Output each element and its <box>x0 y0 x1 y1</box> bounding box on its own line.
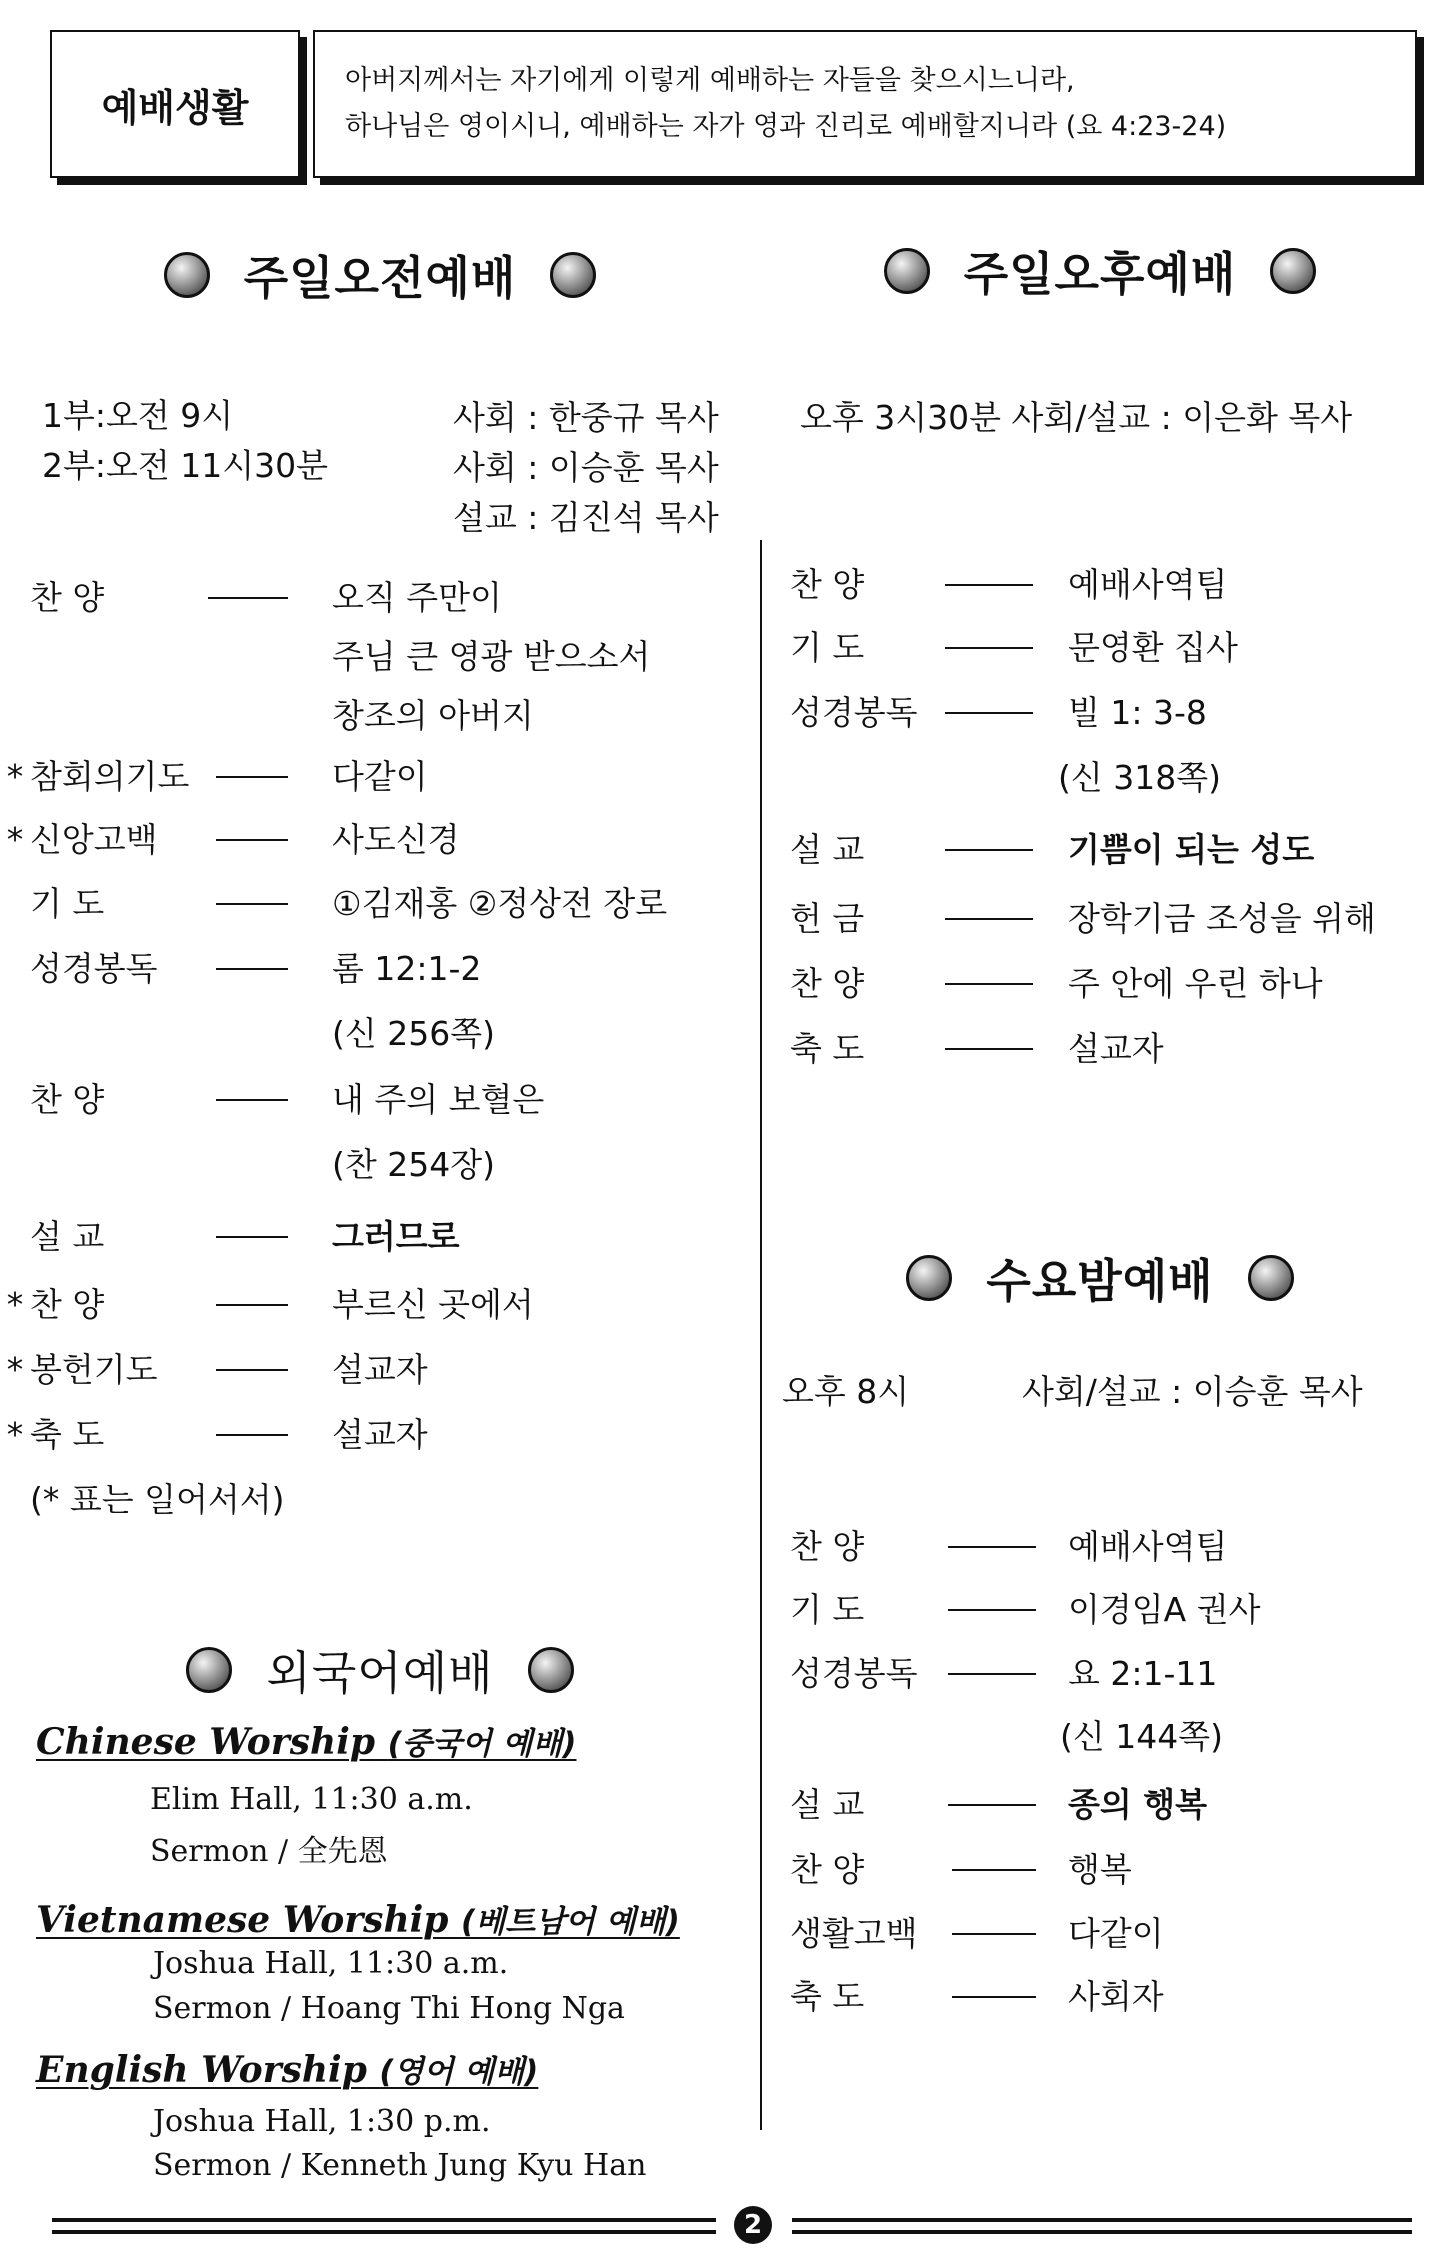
footer-rule <box>52 2230 716 2234</box>
chinese-title-ko: (중국어 예배) <box>387 1726 577 1762</box>
order-label: 축 도 <box>30 1415 105 1454</box>
order-dash <box>216 1434 288 1436</box>
order-value: 빌 1: 3-8 <box>1068 693 1207 732</box>
sunday-afternoon-title-bar <box>780 236 1420 306</box>
chinese-worship-title <box>36 1718 576 1763</box>
order-label: 기 도 <box>790 628 865 667</box>
order-value: (신 144쪽) <box>1060 1717 1223 1756</box>
order-dash <box>945 647 1033 649</box>
column-divider <box>760 540 762 2130</box>
order-value: 오직 주만이 <box>332 578 502 617</box>
order-label: 기 도 <box>30 884 105 923</box>
order-value: 문영환 집사 <box>1068 628 1238 667</box>
order-value: 내 주의 보혈은 <box>332 1080 545 1119</box>
sermon-title: 그러므로 <box>332 1217 460 1256</box>
order-dash <box>216 776 288 778</box>
order-label: 축 도 <box>790 1977 865 2016</box>
order-label: 찬 양 <box>790 1850 865 1889</box>
order-value: 주님 큰 영광 받으소서 <box>332 637 651 676</box>
order-label: 신앙고백 <box>30 820 158 859</box>
order-label: 찬 양 <box>790 565 865 604</box>
chinese-line-2: Sermon / 全先恩 <box>150 1834 388 1869</box>
preacher: 설교 : 김진석 목사 <box>453 498 719 537</box>
standing-mark: * <box>6 820 24 859</box>
order-label: 헌 금 <box>790 899 865 938</box>
section-label-box <box>50 30 300 178</box>
footer-rule <box>792 2218 1412 2222</box>
vietnamese-title-en: Vietnamese Worship <box>36 1899 449 1941</box>
english-title-en: English Worship <box>36 2049 367 2091</box>
order-label: 축 도 <box>790 1029 865 1068</box>
vietnamese-title-ko: (베트남어 예배) <box>461 1904 680 1940</box>
order-label: 찬 양 <box>30 1080 105 1119</box>
order-value: 다같이 <box>332 757 428 796</box>
sunday-morning-title-bar <box>60 240 700 310</box>
vietnamese-line-2: Sermon / Hoang Thi Hong Nga <box>153 1991 625 2026</box>
sermon-title: 종의 행복 <box>1068 1785 1208 1824</box>
standing-mark: * <box>6 1350 24 1389</box>
order-dash <box>945 918 1033 920</box>
order-dash <box>945 584 1033 586</box>
order-label: 설 교 <box>790 1785 865 1824</box>
section-label: 예배생활 <box>101 85 249 130</box>
order-dash <box>216 1236 288 1238</box>
order-dash <box>945 983 1033 985</box>
chinese-title-en: Chinese Worship <box>36 1721 376 1763</box>
order-dash <box>945 1048 1033 1050</box>
standing-note: (* 표는 일어서서) <box>30 1480 285 1519</box>
order-dash <box>216 839 288 841</box>
vietnamese-line-1: Joshua Hall, 11:30 a.m. <box>153 1946 509 1981</box>
service-time-2: 2부:오전 11시30분 <box>42 446 328 485</box>
ball-icon <box>1248 1255 1294 1301</box>
ball-icon <box>550 252 596 298</box>
english-worship-title <box>36 2046 538 2091</box>
order-dash <box>945 849 1033 851</box>
english-line-2: Sermon / Kenneth Jung Kyu Han <box>153 2148 647 2183</box>
verse-line-2: 하나님은 영이시니, 예배하는 자가 영과 진리로 예배할지니라 (요 4:23-24) <box>345 111 1227 142</box>
order-value: 행복 <box>1068 1850 1132 1889</box>
order-label: 찬 양 <box>790 964 865 1003</box>
footer-rule <box>792 2230 1412 2234</box>
order-value: 창조의 아버지 <box>332 696 534 735</box>
standing-mark: * <box>6 757 24 796</box>
ball-icon <box>906 1255 952 1301</box>
ball-icon <box>164 252 210 298</box>
order-value: 롬 12:1-2 <box>332 949 482 988</box>
ball-icon <box>186 1647 232 1693</box>
foreign-title: 외국어예배 <box>266 1646 494 1700</box>
order-label: 성경봉독 <box>790 1654 918 1693</box>
order-value: 주 안에 우린 하나 <box>1068 964 1323 1003</box>
order-dash <box>216 1099 288 1101</box>
order-value: 설교자 <box>332 1415 428 1454</box>
order-dash <box>952 1869 1036 1871</box>
leader-1: 사회 : 한중규 목사 <box>453 398 719 437</box>
vietnamese-worship-title <box>36 1896 680 1941</box>
ball-icon <box>528 1647 574 1693</box>
order-value: 장학기금 조성을 위해 <box>1068 899 1376 938</box>
order-label: 기 도 <box>790 1590 865 1629</box>
order-dash <box>952 1996 1036 1998</box>
english-line-1: Joshua Hall, 1:30 p.m. <box>153 2104 491 2139</box>
standing-mark: * <box>6 1285 24 1324</box>
order-label: 성경봉독 <box>790 693 918 732</box>
order-label: 참회의기도 <box>30 757 190 796</box>
verse-box <box>313 30 1417 178</box>
footer-rule <box>52 2218 716 2222</box>
ball-icon <box>884 248 930 294</box>
english-title-ko: (영어 예배) <box>379 2054 539 2090</box>
order-label: 성경봉독 <box>30 949 158 988</box>
order-value: ①김재홍 ②정상전 장로 <box>332 884 668 923</box>
order-value: 예배사역팀 <box>1068 565 1228 604</box>
leader-2: 사회 : 이승훈 목사 <box>453 448 719 487</box>
wednesday-title: 수요밤예배 <box>986 1254 1214 1308</box>
order-dash <box>216 968 288 970</box>
order-value: (신 256쪽) <box>332 1014 495 1053</box>
order-dash <box>948 1546 1036 1548</box>
order-dash <box>216 903 288 905</box>
order-value: 예배사역팀 <box>1068 1527 1228 1566</box>
order-dash <box>945 712 1033 714</box>
order-value: 설교자 <box>1068 1029 1164 1068</box>
order-label: 생활고백 <box>790 1914 918 1953</box>
verse-line-1: 아버지께서는 자기에게 이렇게 예배하는 자들을 찾으시느니라, <box>345 65 1075 96</box>
sermon-title: 기쁨이 되는 성도 <box>1068 830 1315 869</box>
sunday-morning-title: 주일오전예배 <box>243 251 517 305</box>
order-label: 찬 양 <box>30 1285 105 1324</box>
chinese-line-1: Elim Hall, 11:30 a.m. <box>150 1782 473 1817</box>
order-value: 다같이 <box>1068 1914 1164 1953</box>
order-dash <box>952 1933 1036 1935</box>
order-value: 요 2:1-11 <box>1068 1654 1218 1693</box>
order-value: (찬 254장) <box>332 1145 495 1184</box>
order-dash <box>948 1609 1036 1611</box>
wednesday-title-bar <box>780 1243 1420 1313</box>
order-dash <box>948 1804 1036 1806</box>
wednesday-time: 오후 8시 <box>782 1372 910 1411</box>
standing-mark: * <box>6 1415 24 1454</box>
order-label: 설 교 <box>790 830 865 869</box>
afternoon-info: 오후 3시30분 사회/설교 : 이은화 목사 <box>800 398 1353 437</box>
order-value: 이경임A 권사 <box>1068 1590 1261 1629</box>
order-value: 부르신 곳에서 <box>332 1285 534 1324</box>
order-dash <box>216 1369 288 1371</box>
order-value: 사도신경 <box>332 820 460 859</box>
order-label: 봉헌기도 <box>30 1350 158 1389</box>
sunday-afternoon-title: 주일오후예배 <box>963 247 1237 301</box>
order-label: 찬 양 <box>30 578 105 617</box>
order-value: 사회자 <box>1068 1977 1164 2016</box>
ball-icon <box>1270 248 1316 294</box>
service-time-1: 1부:오전 9시 <box>42 396 234 435</box>
order-value: (신 318쪽) <box>1058 758 1221 797</box>
order-value: 설교자 <box>332 1350 428 1389</box>
order-label: 찬 양 <box>790 1527 865 1566</box>
order-dash <box>216 1304 288 1306</box>
order-dash <box>208 597 288 599</box>
wednesday-leader: 사회/설교 : 이승훈 목사 <box>1022 1372 1363 1411</box>
order-dash <box>948 1673 1036 1675</box>
page-number: 2 <box>734 2206 772 2244</box>
order-label: 설 교 <box>30 1217 105 1256</box>
foreign-title-bar <box>60 1635 700 1705</box>
